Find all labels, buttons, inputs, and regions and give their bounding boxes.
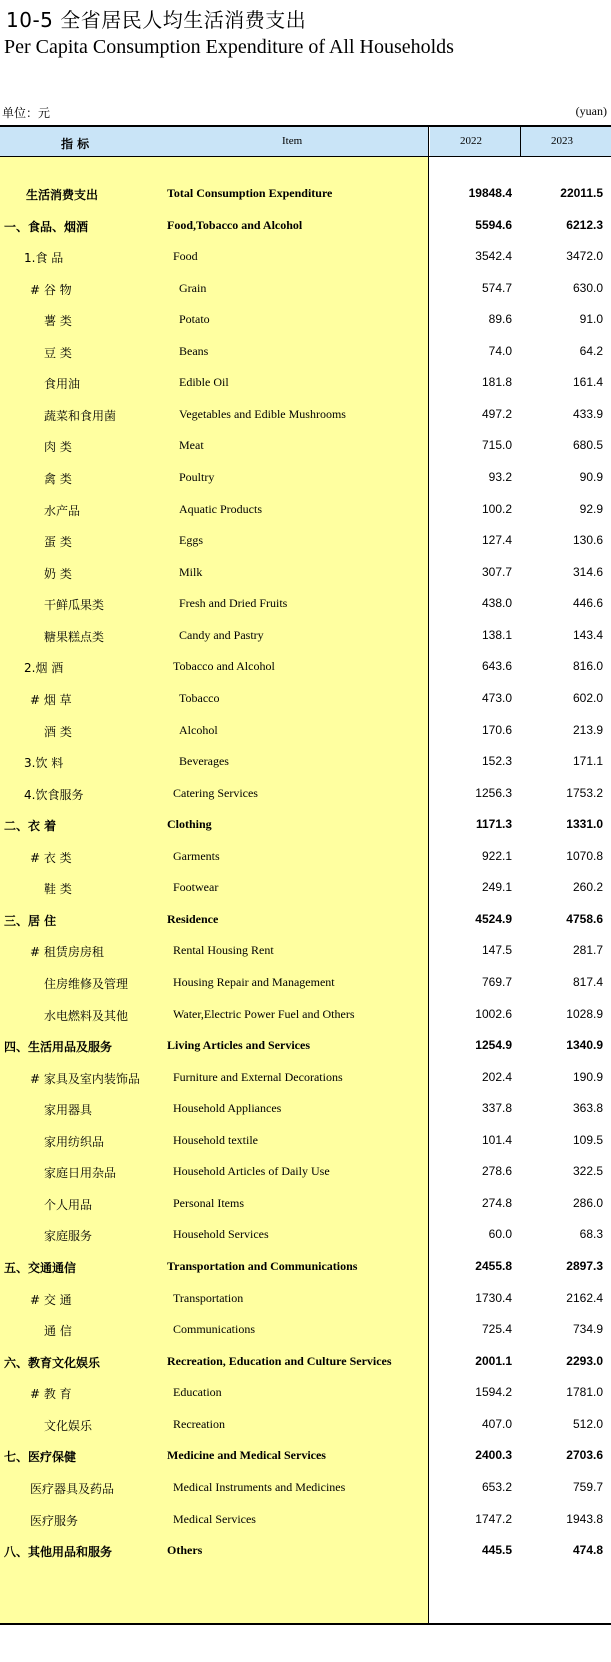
table-row	[0, 272, 611, 304]
row-label-en: Recreation	[173, 1416, 225, 1431]
table-row	[0, 745, 611, 777]
table-row	[0, 998, 611, 1030]
row-label-cn: # 教 育	[30, 1387, 72, 1402]
value-2023: 161.4	[572, 375, 603, 390]
row-label-cn: 五、交通通信	[4, 1261, 77, 1276]
value-2023: 171.1	[572, 754, 603, 769]
row-label-cn: # 租赁房房租	[30, 945, 104, 960]
row-label-cn: # 交 通	[30, 1292, 72, 1307]
row-label-en: Beans	[179, 343, 209, 358]
row-label-en: Poultry	[179, 470, 215, 485]
value-2023: 322.5	[572, 1164, 603, 1179]
value-2023: 314.6	[572, 564, 603, 579]
row-label-cn: 水产品	[44, 503, 81, 518]
value-2022: 1002.6	[475, 1006, 512, 1021]
value-2022: 497.2	[481, 406, 512, 421]
row-label-en: Furniture and External Decorations	[173, 1069, 343, 1084]
value-2022: 1171.3	[475, 817, 512, 832]
row-label-en: Vegetables and Edible Mushrooms	[179, 406, 346, 421]
row-label-en: Medical Services	[173, 1511, 256, 1526]
data-table	[0, 125, 611, 1625]
value-2023: 817.4	[572, 975, 603, 989]
value-2022: 715.0	[481, 438, 512, 453]
table-row	[0, 335, 611, 367]
table-row	[0, 1218, 611, 1250]
table-row	[0, 177, 611, 209]
row-label-cn: 六、教育文化娱乐	[4, 1355, 101, 1370]
value-2023: 734.9	[572, 1322, 603, 1337]
value-2023: 1028.9	[566, 1006, 603, 1021]
value-2022: 249.1	[481, 880, 512, 895]
row-label-cn: 四、生活用品及服务	[4, 1040, 113, 1055]
row-label-en: Others	[167, 1543, 203, 1558]
table-row	[0, 682, 611, 714]
header-2022: 2022	[460, 135, 482, 147]
row-label-cn: # 家具及室内装饰品	[30, 1071, 140, 1086]
row-label-cn: 蔬菜和食用菌	[44, 408, 117, 423]
row-label-cn: 1.食 品	[24, 251, 64, 266]
row-label-cn: 食用油	[44, 377, 81, 392]
value-2023: 759.7	[572, 1479, 603, 1494]
row-label-en: Household textile	[173, 1132, 258, 1147]
row-label-cn: 蛋 类	[44, 535, 72, 550]
table-row	[0, 1376, 611, 1408]
row-label-en: Candy and Pastry	[179, 627, 264, 642]
row-label-en: Living Articles and Services	[167, 1038, 310, 1053]
value-2022: 93.2	[488, 470, 512, 485]
row-label-en: Aquatic Products	[179, 501, 262, 516]
value-2022: 170.6	[481, 722, 512, 737]
row-label-cn: 一、食品、烟酒	[4, 219, 89, 234]
table-row	[0, 777, 611, 809]
value-2023: 213.9	[572, 722, 603, 737]
row-label-cn: 豆 类	[44, 345, 72, 360]
value-2022: 769.7	[481, 975, 512, 989]
row-label-cn: 八、其他用品和服务	[4, 1545, 113, 1560]
row-label-cn: 住房维修及管理	[44, 977, 129, 991]
table-row	[0, 1282, 611, 1314]
unit-label-cn: 单位：元	[2, 106, 51, 120]
value-2023: 602.0	[572, 690, 603, 705]
row-label-cn: # 烟 草	[30, 692, 72, 707]
table-row	[0, 493, 611, 525]
value-2023: 90.9	[579, 470, 603, 485]
value-2022: 307.7	[481, 564, 512, 579]
row-label-cn: 二、衣 着	[4, 819, 57, 834]
value-2023: 2293.0	[566, 1353, 603, 1368]
value-2022: 2455.8	[475, 1259, 512, 1274]
row-label-cn: 2.烟 酒	[24, 661, 64, 676]
row-label-en: Food,Tobacco and Alcohol	[167, 217, 303, 232]
value-2023: 92.9	[579, 501, 603, 516]
value-2023: 2162.4	[566, 1290, 603, 1305]
row-label-en: Transportation	[173, 1290, 244, 1305]
row-label-en: Household Articles of Daily Use	[173, 1164, 330, 1179]
row-label-cn: 肉 类	[44, 440, 72, 455]
value-2023: 363.8	[572, 1101, 603, 1116]
row-label-en: Personal Items	[173, 1195, 244, 1210]
table-row	[0, 619, 611, 651]
table-row	[0, 1092, 611, 1124]
row-label-cn: 水电燃料及其他	[44, 1008, 129, 1023]
row-label-en: Communications	[173, 1322, 255, 1337]
value-2023: 3472.0	[566, 249, 603, 264]
value-2023: 1753.2	[566, 785, 603, 800]
value-2023: 281.7	[572, 943, 603, 958]
table-row	[0, 1439, 611, 1471]
table-row	[0, 840, 611, 872]
table-row	[0, 1471, 611, 1503]
row-label-cn: # 衣 类	[30, 850, 72, 865]
value-2023: 91.0	[579, 312, 603, 327]
row-label-en: Total Consumption Expenditure	[167, 186, 333, 200]
row-label-cn: 鞋 类	[44, 882, 72, 897]
value-2023: 1781.0	[566, 1385, 603, 1400]
row-label-cn: 干鲜瓜果类	[44, 598, 105, 613]
value-2022: 1594.2	[475, 1385, 512, 1400]
table-row	[0, 1155, 611, 1187]
value-2023: 446.6	[572, 596, 603, 611]
table-row	[0, 209, 611, 241]
table-row	[0, 1187, 611, 1219]
value-2023: 260.2	[572, 880, 603, 895]
row-label-en: Residence	[167, 911, 219, 926]
value-2023: 109.5	[572, 1132, 603, 1147]
value-2022: 2400.3	[475, 1448, 512, 1463]
row-label-en: Household Services	[173, 1227, 269, 1242]
row-label-en: Food	[173, 249, 198, 264]
row-label-en: Fresh and Dried Fruits	[179, 596, 288, 611]
value-2022: 473.0	[481, 690, 512, 705]
table-row	[0, 398, 611, 430]
value-2022: 202.4	[481, 1069, 512, 1084]
value-2022: 127.4	[481, 533, 512, 548]
table-row	[0, 556, 611, 588]
value-2023: 1070.8	[566, 848, 603, 863]
value-2022: 1730.4	[475, 1290, 512, 1305]
row-label-cn: 七、医疗保健	[4, 1450, 77, 1465]
row-label-cn: 薯 类	[44, 314, 72, 329]
value-2022: 101.4	[481, 1132, 512, 1147]
table-row	[0, 240, 611, 272]
table-row	[0, 934, 611, 966]
value-2022: 147.5	[481, 943, 512, 958]
value-2023: 143.4	[572, 627, 603, 642]
value-2023: 474.8	[572, 1543, 603, 1558]
value-2022: 74.0	[488, 343, 512, 358]
value-2022: 438.0	[481, 596, 512, 611]
value-2023: 2703.6	[566, 1448, 603, 1463]
row-label-en: Medicine and Medical Services	[167, 1448, 326, 1463]
header-2023: 2023	[551, 135, 573, 147]
table-row	[0, 1061, 611, 1093]
row-label-en: Footwear	[173, 880, 219, 895]
value-2022: 337.8	[481, 1101, 512, 1116]
row-label-en: Transportation and Communications	[167, 1259, 358, 1274]
value-2023: 680.5	[572, 438, 603, 453]
value-2023: 64.2	[579, 343, 603, 358]
value-2023: 68.3	[579, 1227, 603, 1242]
value-2022: 1256.3	[475, 785, 512, 800]
table-row	[0, 429, 611, 461]
value-2022: 19848.4	[468, 186, 512, 200]
row-label-en: Milk	[179, 564, 203, 579]
row-label-cn: 医疗器具及药品	[30, 1481, 115, 1496]
row-label-en: Potato	[179, 312, 210, 327]
value-2023: 22011.5	[560, 186, 603, 200]
table-row	[0, 903, 611, 935]
row-label-en: Housing Repair and Management	[173, 975, 335, 989]
row-label-cn: 个人用品	[44, 1197, 93, 1212]
header-item: Item	[282, 135, 303, 147]
value-2023: 1340.9	[566, 1038, 603, 1053]
value-2022: 4524.9	[475, 911, 512, 926]
value-2023: 190.9	[572, 1069, 603, 1084]
value-2022: 5594.6	[475, 217, 512, 232]
value-2022: 445.5	[481, 1543, 512, 1558]
value-2023: 1331.0	[566, 817, 603, 832]
row-label-cn: 三、居 住	[4, 913, 57, 928]
table-row	[0, 1124, 611, 1156]
value-2023: 2897.3	[566, 1259, 603, 1274]
row-label-en: Grain	[179, 280, 207, 295]
row-label-en: Education	[173, 1385, 222, 1400]
table-header	[0, 127, 611, 157]
value-2022: 152.3	[481, 754, 512, 769]
value-2022: 60.0	[488, 1227, 512, 1242]
row-label-cn: 家用纺织品	[44, 1134, 105, 1149]
row-label-cn: 4.饮食服务	[24, 787, 84, 802]
value-2022: 100.2	[481, 501, 512, 516]
value-2022: 278.6	[481, 1164, 512, 1179]
table-row	[0, 1534, 611, 1566]
value-2022: 274.8	[481, 1195, 512, 1210]
table-row	[0, 1313, 611, 1345]
value-2022: 653.2	[481, 1479, 512, 1494]
table-row	[0, 1250, 611, 1282]
table-row	[0, 1029, 611, 1061]
row-label-cn: 糖果糕点类	[44, 629, 105, 644]
row-label-en: Eggs	[179, 533, 203, 548]
table-row	[0, 1408, 611, 1440]
table-row	[0, 1503, 611, 1535]
table-title-en: Per Capita Consumption Expenditure of All Households	[4, 36, 454, 58]
row-label-cn: 医疗服务	[30, 1513, 79, 1528]
row-label-cn: 家庭日用杂品	[44, 1166, 117, 1181]
value-2022: 725.4	[481, 1322, 512, 1337]
row-label-cn: 家庭服务	[44, 1229, 93, 1244]
row-label-en: Recreation, Education and Culture Services	[167, 1353, 392, 1368]
value-2022: 181.8	[481, 375, 512, 390]
row-label-en: Alcohol	[179, 722, 218, 737]
row-label-en: Medical Instruments and Medicines	[173, 1479, 346, 1494]
row-label-en: Beverages	[179, 754, 229, 769]
value-2022: 1747.2	[475, 1511, 512, 1526]
value-2022: 922.1	[481, 848, 512, 863]
table-row	[0, 966, 611, 998]
row-label-en: Catering Services	[173, 785, 258, 800]
table-row	[0, 871, 611, 903]
value-2023: 130.6	[572, 533, 603, 548]
value-2023: 4758.6	[566, 911, 603, 926]
table-row	[0, 303, 611, 335]
table-row	[0, 650, 611, 682]
row-label-en: Edible Oil	[179, 375, 229, 390]
row-label-en: Rental Housing Rent	[173, 943, 274, 958]
row-label-en: Clothing	[167, 817, 212, 832]
row-label-cn: 家用器具	[44, 1103, 93, 1118]
table-row	[0, 1345, 611, 1377]
row-label-cn: 酒 类	[44, 724, 72, 739]
header-indicator: 指 标	[61, 137, 90, 151]
value-2023: 512.0	[572, 1416, 603, 1431]
value-2022: 2001.1	[475, 1353, 512, 1368]
value-2023: 816.0	[572, 659, 603, 674]
value-2022: 643.6	[481, 659, 512, 674]
table-row	[0, 366, 611, 398]
row-label-cn: # 谷 物	[30, 282, 72, 297]
table-row	[0, 524, 611, 556]
unit-label-en: (yuan)	[575, 104, 607, 118]
table-title-cn: 10-5 全省居民人均生活消费支出	[6, 8, 307, 32]
table-row	[0, 714, 611, 746]
row-label-en: Tobacco and Alcohol	[173, 659, 275, 674]
value-2022: 89.6	[488, 312, 512, 327]
table-row	[0, 461, 611, 493]
row-label-cn: 3.饮 料	[24, 756, 64, 771]
row-label-cn: 奶 类	[44, 566, 72, 581]
value-2023: 433.9	[572, 406, 603, 421]
row-label-en: Garments	[173, 848, 220, 863]
table-row	[0, 587, 611, 619]
value-2023: 286.0	[572, 1195, 603, 1210]
value-2022: 407.0	[481, 1416, 512, 1431]
value-2022: 138.1	[481, 627, 512, 642]
row-label-en: Tobacco	[179, 690, 220, 705]
value-2022: 3542.4	[475, 249, 512, 264]
row-label-cn: 生活消费支出	[26, 188, 99, 202]
value-2023: 6212.3	[566, 217, 603, 232]
value-2022: 1254.9	[475, 1038, 512, 1053]
row-label-cn: 通 信	[44, 1324, 72, 1339]
row-label-cn: 禽 类	[44, 472, 72, 487]
row-label-en: Water,Electric Power Fuel and Others	[173, 1006, 355, 1021]
value-2023: 1943.8	[566, 1511, 603, 1526]
row-label-cn: 文化娱乐	[44, 1418, 93, 1433]
row-label-en: Household Appliances	[173, 1101, 282, 1116]
table-row	[0, 808, 611, 840]
value-2023: 630.0	[572, 280, 603, 295]
value-2022: 574.7	[481, 280, 512, 295]
row-label-en: Meat	[179, 438, 204, 453]
